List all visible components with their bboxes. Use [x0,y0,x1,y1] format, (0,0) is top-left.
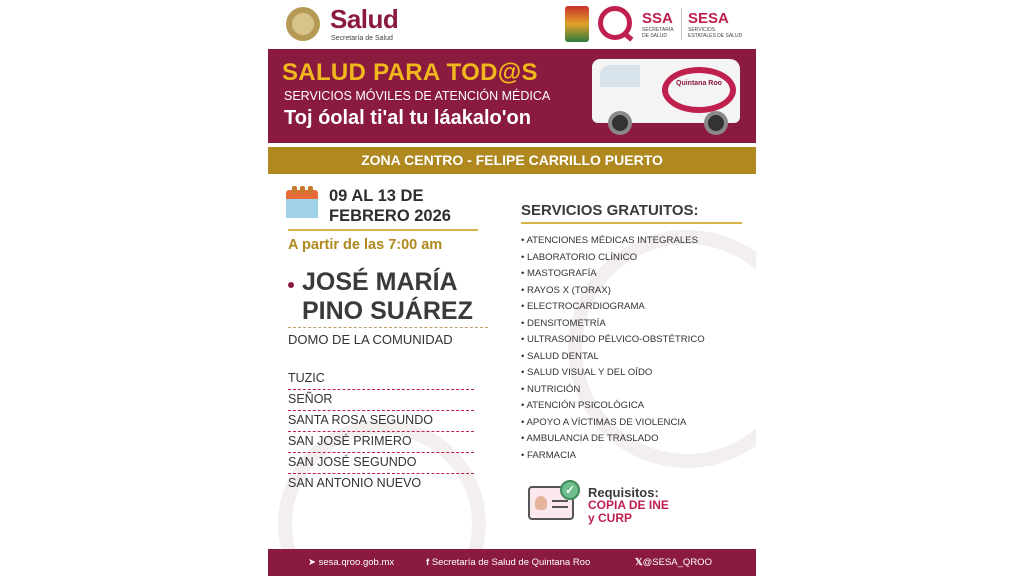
list-item: • ULTRASONIDO PÉLVICO-OBSTÉTRICO [521,332,705,349]
dates-line-1: 09 AL 13 DE [329,187,424,205]
requirements-value [588,499,678,525]
x-icon: 𝕏 [635,557,643,568]
ssa-logo [642,10,680,39]
quintana-roo-emblem-icon [565,6,589,42]
list-item: • ELECTROCARDIOGRAMA [521,299,705,316]
van-wheel [704,111,728,135]
facebook-link[interactable] [426,557,590,568]
list-item: • ATENCIÓN PSICOLÓGICA [521,398,705,415]
list-item: • DENSITOMETRÍA [521,316,705,333]
list-item: TUZIC [288,370,474,390]
calendar-icon [286,186,318,218]
footer [268,549,756,576]
place-divider [288,327,488,328]
sesa-label: SESA [688,10,729,27]
services-title: SERVICIOS GRATUITOS: [521,202,699,219]
van-wheel [608,111,632,135]
list-item: SEÑOR [288,391,474,411]
requirements-line-2: y CURP [588,511,633,525]
list-item: • SALUD VISUAL Y DEL OÍDO [521,365,705,382]
mobile-unit-van-icon [592,59,744,139]
poster [268,0,756,576]
van-logo-stripe [662,67,736,113]
services-list [521,233,705,464]
cursor-icon: ➤ [308,557,319,568]
event-dates [329,186,451,226]
salud-subtitle: Secretaría de Salud [331,35,393,42]
header [268,0,756,48]
event-time: A partir de las 7:00 am [288,237,443,253]
services-divider [521,222,742,224]
list-item: • SALUD DENTAL [521,349,705,366]
ssa-label: SSA [642,10,673,27]
q-logo-icon [598,6,632,40]
list-item: • LABORATORIO CLÍNICO [521,250,705,267]
banner-maya-slogan: Toj óolal ti'al tu láakalo'on [284,107,531,129]
place-name-line-2: PINO SUÁREZ [302,297,473,325]
ssa-sublabel: SECRETARÍA DE SALUD [642,27,674,39]
facebook-icon: f [426,557,432,568]
salud-logo: Salud [330,4,399,34]
list-item: • APOYO A VÍCTIMAS DE VIOLENCIA [521,415,705,432]
sesa-logo [688,10,744,39]
web-url: sesa.qroo.gob.mx [318,557,395,568]
list-item: • RAYOS X (TORAX) [521,283,705,300]
list-item: SANTA ROSA SEGUNDO [288,412,474,432]
list-item: SAN ANTONIO NUEVO [288,476,422,490]
x-handle: @SESA_QROO [642,557,712,568]
x-link[interactable] [635,557,712,568]
requirements-line-1: COPIA DE INE [588,498,669,512]
government-seal-icon [286,7,320,41]
localities-list [288,370,474,495]
place-bullet-icon [288,282,294,288]
date-divider [288,229,478,231]
list-item: • MASTOGRAFÍA [521,266,705,283]
list-item: SAN JOSÉ SEGUNDO [288,454,474,474]
list-item: • FARMACIA [521,448,705,465]
event-venue: DOMO DE LA COMUNIDAD [288,332,453,347]
list-item: • NUTRICIÓN [521,382,705,399]
check-icon: ✓ [560,480,580,500]
sesa-sublabel: SERVICIOS ESTATALES DE SALUD [688,27,743,39]
list-item: SAN JOSÉ PRIMERO [288,433,474,453]
van-logo-label: Quintana Roo [676,80,722,87]
banner-title: SALUD PARA TOD@S [282,59,538,86]
list-item: • ATENCIONES MÉDICAS INTEGRALES [521,233,705,250]
facebook-label: Secretaría de Salud de Quintana Roo [431,557,591,568]
van-window [600,65,640,87]
list-item: • AMBULANCIA DE TRASLADO [521,431,705,448]
logo-divider [681,8,682,40]
requirements-title: Requisitos: [588,485,659,500]
banner-subtitle: SERVICIOS MÓVILES DE ATENCIÓN MÉDICA [284,89,551,103]
zone-bar: ZONA CENTRO - FELIPE CARRILLO PUERTO [268,147,756,174]
web-link[interactable] [308,557,394,568]
hero-banner [268,49,756,143]
place-name-line-1: JOSÉ MARÍA [302,268,458,296]
dates-line-2: FEBRERO 2026 [329,207,451,225]
